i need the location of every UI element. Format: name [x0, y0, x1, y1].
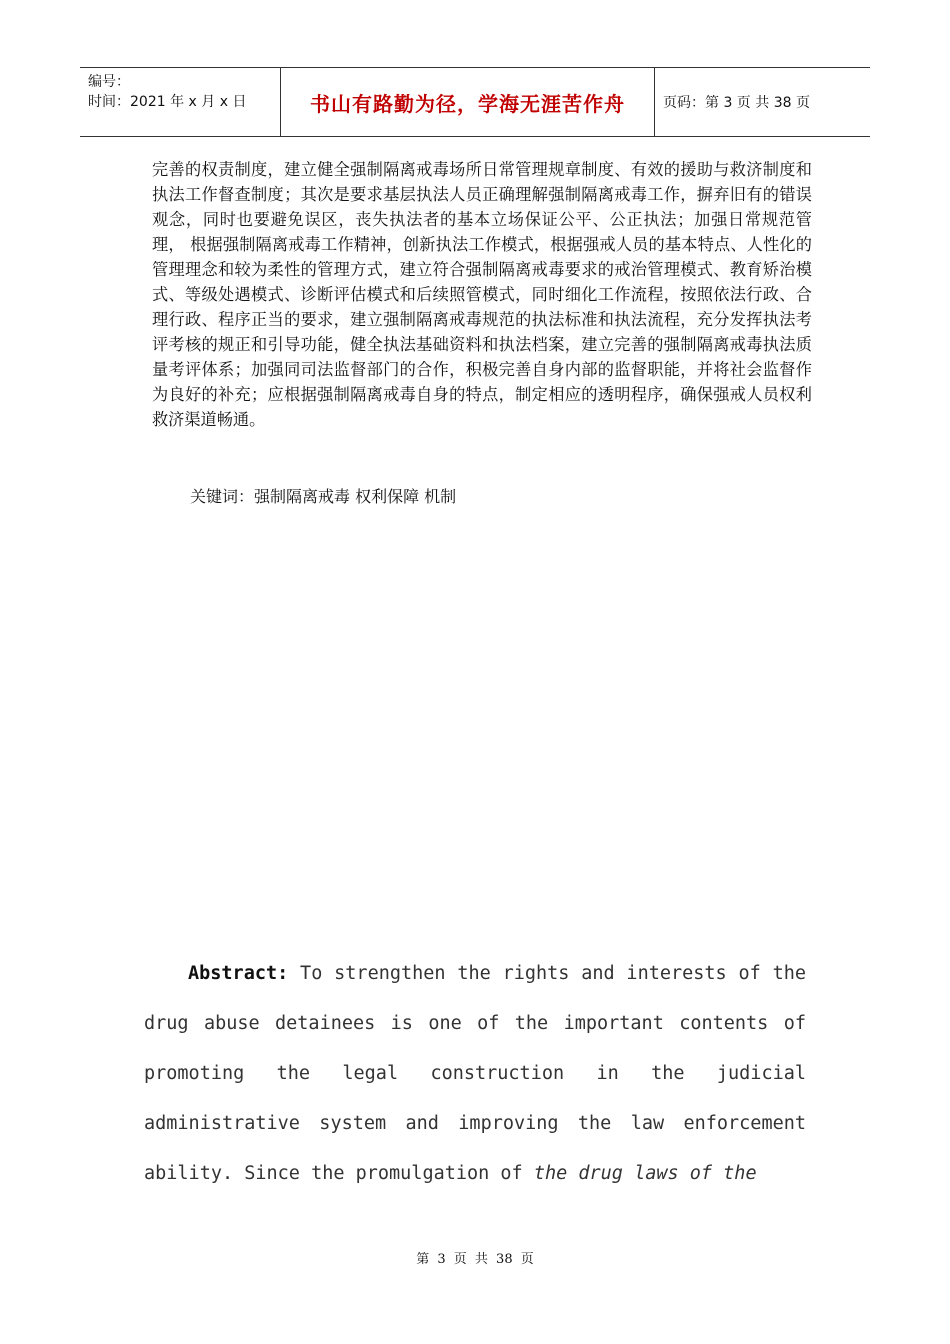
body-paragraph: 完善的权责制度，建立健全强制隔离戒毒场所日常管理规章制度、有效的援助与救济制度和执法工作督查制度；其次是要求基层执法人员正确理解强制隔离戒毒工作，摒弃旧有的错误观念，同时也要避免误区，丧失执法者的基本立场保证公平、公正执法；加强日常规范管理， 根据强制隔离戒毒工作精神，创新执法工作模式，根据强戒人员的基本特点、人性化的管理理念和较为柔性的管理方式，建立符合强制隔离戒毒要求的戒治管理模式、教育矫治模式、等级处遇模式、诊断评估模式和后续照管模式，同时细化工作流程，按照依法行政、合理行政、程序正当的要求，建立强制隔离戒毒规范的执法标准和执法流程，充分发挥执法考评考核的规正和引导功能，健全执法基础资料和执法档案，建立完善的强制隔离戒毒执法质量考评体系；加强同司法监督部门的合作，积极完善自身内部的监督职能，并将社会监督作为良好的补充；应根据强制隔离戒毒自身的特点，制定相应的透明程序，确保强戒人员权利救济渠道畅通。 [152, 160, 812, 429]
header-motto-cell [281, 68, 655, 136]
abstract-italic-text: the drug laws of the [533, 1163, 757, 1184]
abstract-label: Abstract: [188, 963, 289, 984]
document-number-label: 编号： [88, 74, 130, 90]
document-date: 时间：2021 年 x 月 x 日 [88, 94, 247, 110]
header-meta [80, 68, 281, 136]
page-header [80, 67, 870, 137]
abstract-text: To strengthen the rights and interests of the drug abuse detainees is one of the important contents of promoting the legal construction in the judicial administrative system and improving the law enforcement ability. Since the promulgation of [144, 963, 806, 1184]
chinese-body-text [152, 157, 812, 432]
header-page-code-cell [655, 68, 870, 136]
header-motto: 书山有路勤为径，学海无涯苦作舟 [310, 91, 625, 116]
abstract-paragraph [144, 949, 806, 1199]
page-footer: 第 3 页 共 38 页 [416, 1252, 534, 1267]
header-page-code: 页码：第 3 页 共 38 页 [663, 95, 810, 111]
keywords-line: 关键词：强制隔离戒毒 权利保障 机制 [190, 487, 457, 506]
english-abstract [144, 949, 806, 1199]
